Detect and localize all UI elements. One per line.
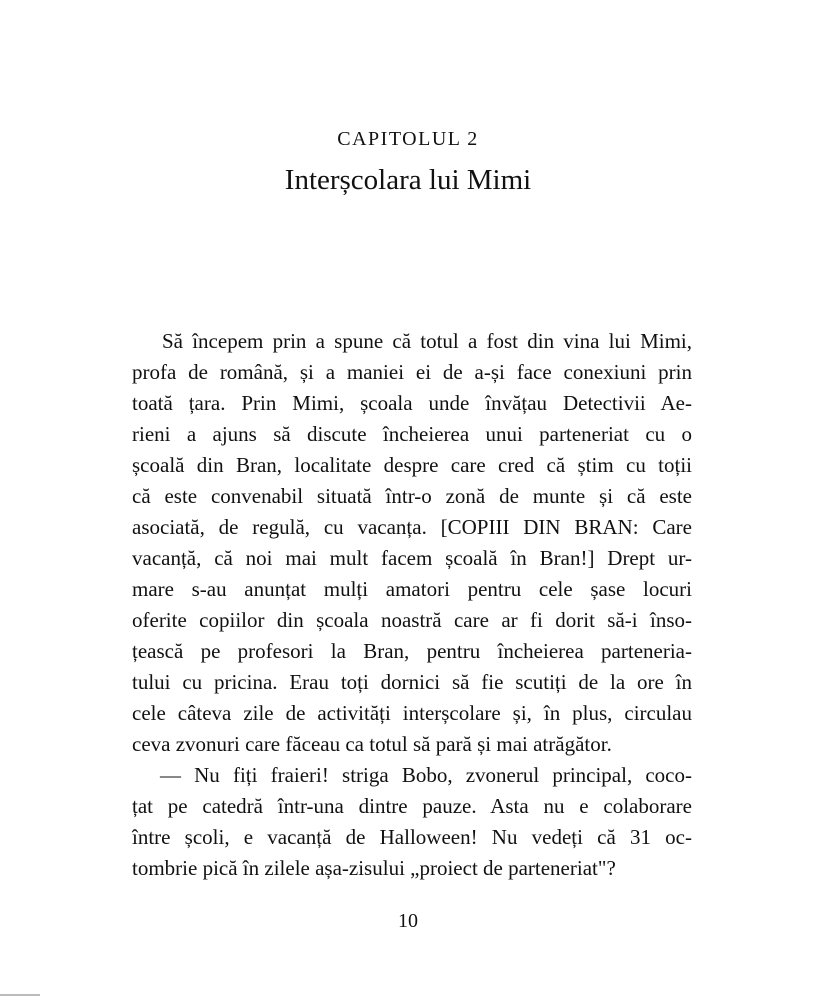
text-line: tului cu pricina. Erau toți dornici să fie scutiți de la ore în [132, 670, 692, 694]
text-line: — Nu fiți fraieri! striga Bobo, zvonerul principal, coco- [160, 763, 692, 787]
chapter-title: Interșcolara lui Mimi [284, 164, 532, 196]
text-line: mare s-au anunțat mulți amatori pentru cele șase locuri [132, 577, 692, 601]
text-line: rieni a ajuns să discute încheierea unui parteneriat cu o [132, 422, 692, 446]
text-line: toată țara. Prin Mimi, școala unde învățau Detectivii Ae- [132, 391, 692, 415]
scan-edge-mark [0, 994, 40, 996]
text-line: că este convenabil situată într-o zonă de munte și că este [132, 484, 692, 508]
text-line: ceva zvonuri care făceau ca totul să pară și mai atrăgător. [132, 732, 612, 756]
text-line: Să începem prin a spune că totul a fost din vina lui Mimi, [162, 329, 692, 353]
text-line: între școli, e vacanță de Halloween! Nu vedeți că 31 oc- [132, 825, 692, 849]
text-line: oferite copiilor din școala noastră care ar fi dorit să-i înso- [132, 608, 692, 632]
body-text [132, 326, 692, 884]
text-line: tombrie pică în zilele așa-zisului „proiect de parteneriat"? [132, 856, 616, 880]
text-line: școală din Bran, localitate despre care cred că știm cu toții [132, 453, 692, 477]
text-line: profa de română, și a maniei ei de a-și face conexiuni prin [132, 360, 692, 384]
text-line: vacanță, că noi mai mult facem școală în Bran!] Drept ur- [132, 546, 692, 570]
chapter-label: CAPITOLUL 2 [337, 128, 479, 150]
text-line: asociată, de regulă, cu vacanța. [COPIII DIN BRAN: Care [132, 515, 692, 539]
page-number: 10 [398, 910, 418, 932]
text-line: cele câteva zile de activități interșcolare și, în plus, circulau [132, 701, 692, 725]
text-line: țească pe profesori la Bran, pentru încheierea parteneria- [132, 639, 692, 663]
text-line: țat pe catedră într-una dintre pauze. Asta nu e colaborare [132, 794, 692, 818]
